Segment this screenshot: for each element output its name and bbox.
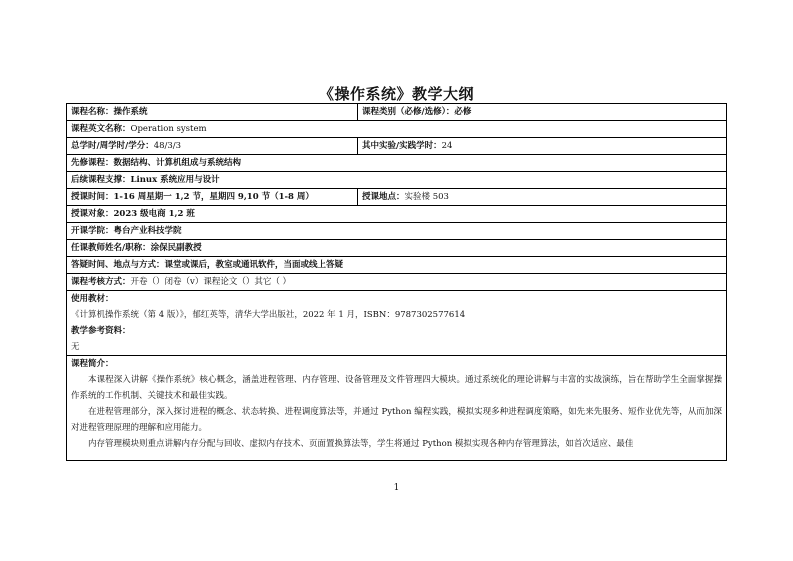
assessment-label: 课程考核方式： (71, 277, 131, 287)
location-label: 授课地点： (362, 192, 405, 202)
prerequisite-value: 数据结构、计算机组成与系统结构 (113, 158, 242, 168)
row-qa (67, 257, 726, 274)
english-name-value: Operation system (130, 124, 207, 134)
syllabus-table (66, 103, 727, 461)
row-hours (67, 138, 726, 155)
course-type-cell (358, 104, 726, 120)
course-name-label: 课程名称： (71, 107, 114, 117)
audience-value: 2023 级电商 1,2 班 (113, 209, 195, 219)
row-audience (67, 206, 726, 223)
hours-value: 48/3/3 (153, 141, 182, 151)
teacher-value: 涂保民副教授 (150, 243, 202, 253)
teacher-label: 任课教师姓名/职称： (71, 243, 151, 253)
lab-hours-label: 其中实验/实践学时： (362, 141, 442, 151)
schedule-label: 授课时间： (71, 192, 114, 202)
references-value: 无 (71, 342, 80, 352)
page-number: 1 (393, 483, 400, 493)
course-name-cell (67, 104, 358, 120)
lab-hours-value: 24 (441, 141, 453, 151)
intro-paragraph: 本课程深入讲解《操作系统》核心概念，涵盖进程管理、内存管理、设备管理及文件管理四大模块。通过系统化的理论讲解与丰富的实战演练，旨在帮助学生全面掌握操作系统的工作机制、关键技术和最佳实践。 (71, 375, 722, 401)
row-english-name (67, 121, 726, 138)
prerequisite-label: 先修课程： (71, 158, 114, 168)
course-type-value: 必修 (454, 107, 472, 117)
intro-paragraph: 内存管理模块则重点讲解内存分配与回收、虚拟内存技术、页面置换算法等，学生将通过 Python 模拟实现各种内存管理算法，如首次适应、最佳 (88, 439, 634, 449)
intro-label: 课程简介： (71, 359, 114, 369)
follow-up-label: 后续课程支撑： (71, 175, 131, 185)
course-name-value: 操作系统 (113, 107, 148, 117)
textbook-label: 使用教材： (71, 294, 114, 304)
row-schedule (67, 189, 726, 206)
row-assessment (67, 274, 726, 291)
intro-paragraph: 在进程管理部分，深入探讨进程的概念、状态转换、进程调度算法等，并通过 Python 编程实践，模拟实现多种进程调度策略，如先来先服务、短作业优先等，从而加深对进程管理原理的理解和应用能力。 (71, 407, 722, 433)
row-prerequisite (67, 155, 726, 172)
english-name-label: 课程英文名称： (71, 124, 131, 134)
document-title: 《操作系统》教学大纲 (318, 85, 474, 103)
row-intro (67, 356, 726, 460)
row-course-name (67, 104, 726, 121)
references-label: 教学参考资料： (71, 326, 131, 336)
course-type-label: 课程类别（必修/选修）： (362, 107, 455, 117)
qa-value: 课堂或课后，教室或通讯软件，当面或线上答疑 (164, 260, 344, 270)
school-label: 开课学院： (71, 226, 114, 236)
row-school (67, 223, 726, 240)
follow-up-value: Linux 系统应用与设计 (130, 175, 220, 185)
textbook-value: 《计算机操作系统（第 4 版）》，郁红英等，清华大学出版社，2022 年 1 月，ISBN：9787302577614 (71, 310, 466, 320)
row-materials (67, 291, 726, 356)
assessment-value: 开卷（）闭卷（v）课程论文（）其它（ ） (130, 277, 292, 287)
qa-label: 答疑时间、地点与方式： (71, 260, 165, 270)
audience-label: 授课对象： (71, 209, 114, 219)
hours-label: 总学时/周学时/学分： (71, 141, 154, 151)
schedule-value: 1-16 周星期一 1,2 节，星期四 9,10 节（1-8 周） (113, 192, 314, 202)
row-follow-up (67, 172, 726, 189)
location-value: 实验楼 503 (404, 192, 449, 202)
school-value: 粤台产业科技学院 (113, 226, 182, 236)
row-teacher (67, 240, 726, 257)
